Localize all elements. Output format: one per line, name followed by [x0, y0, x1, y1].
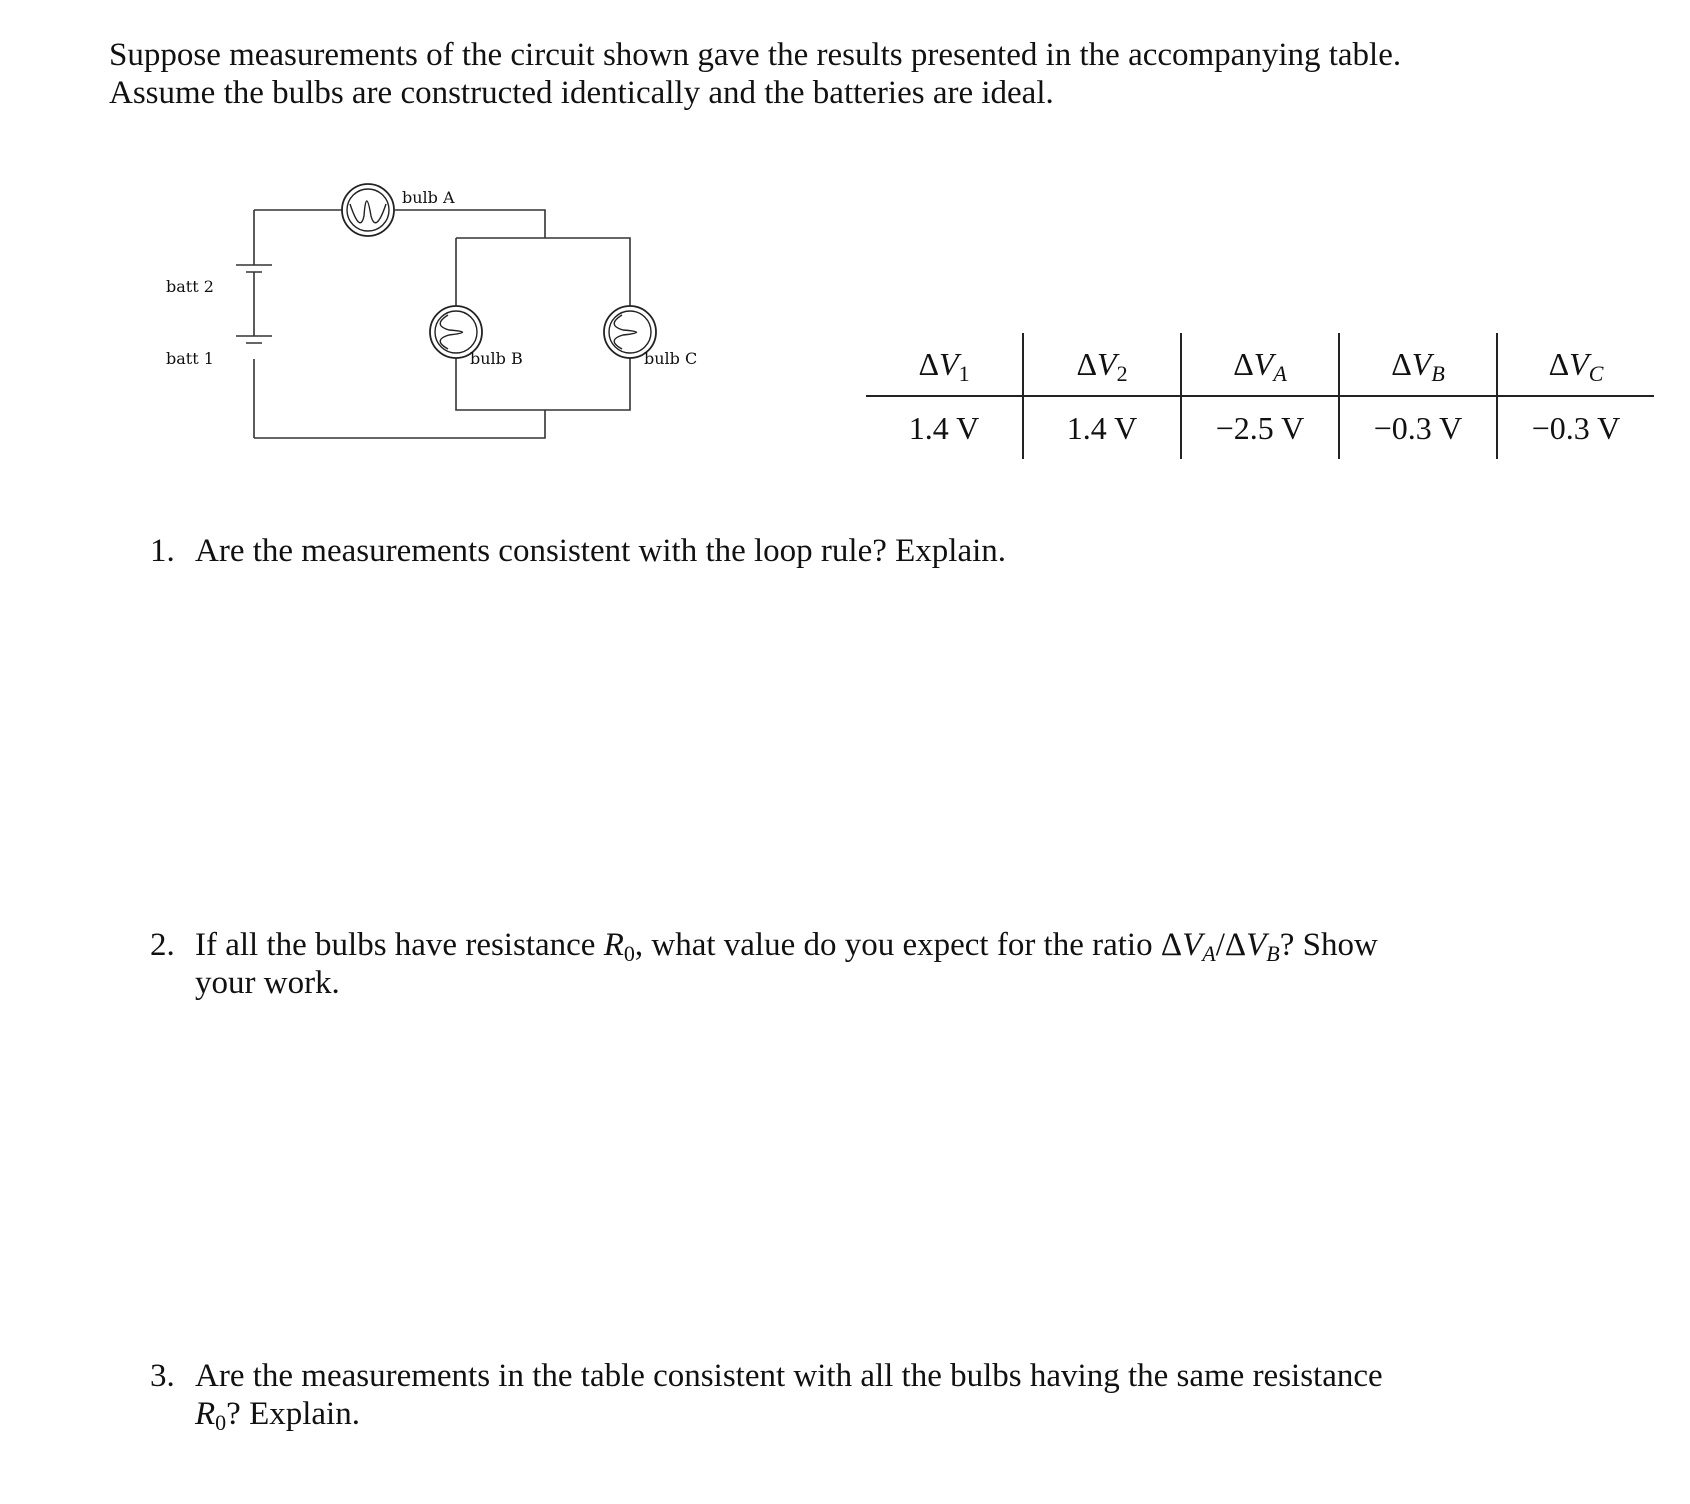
header-dva: $\Delta V_A$: [1181, 333, 1339, 396]
value-dvc: −0.3 V: [1497, 396, 1654, 459]
bottom-wire: [254, 410, 545, 438]
circuit-diagram: [150, 170, 710, 450]
parallel-loop: [456, 238, 630, 410]
batt-2-label: batt 2: [166, 277, 214, 296]
question-2: [150, 926, 1570, 1002]
problem-intro: [109, 36, 1609, 112]
question-3-text: Are the measurements in the table consistent with all the bulbs having the same resistance $R_0$? Explain.: [195, 1358, 1383, 1435]
header-dv2: $\Delta V_2$: [1023, 333, 1181, 396]
question-1-text: Are the measurements consistent with the loop rule? Explain.: [195, 533, 1007, 569]
bulb-a-icon: [342, 184, 394, 236]
table-header-row: [866, 333, 1654, 396]
bulb-a-label: bulb A: [402, 188, 455, 207]
value-dvb: −0.3 V: [1339, 396, 1497, 459]
question-3: [150, 1357, 1570, 1433]
intro-line-2: Assume the bulbs are constructed identically and the batteries are ideal.: [109, 75, 1054, 111]
question-1-number: 1.: [150, 533, 175, 569]
intro-line-1: Suppose measurements of the circuit shown gave the results presented in the accompanying table.: [109, 37, 1402, 73]
bulb-b-label: bulb B: [470, 349, 523, 368]
question-1: [150, 532, 1570, 570]
batt-1-label: batt 1: [166, 349, 214, 368]
value-dva: −2.5 V: [1181, 396, 1339, 459]
value-dv1: 1.4 V: [908, 409, 980, 446]
question-2-text: If all the bulbs have resistance $R_0$, what value do you expect for the ratio $\Delta V_A/\Delta V_B$? Show your work.: [195, 927, 1378, 1001]
question-3-number: 3.: [150, 1358, 175, 1394]
header-dvb: $\Delta V_B$: [1339, 333, 1497, 396]
battery-1-symbol: [236, 336, 272, 343]
question-2-number: 2.: [150, 927, 175, 963]
battery-2-symbol: [236, 265, 272, 288]
header-dv1: $\Delta V_1$: [866, 333, 1023, 396]
bulb-c-label: bulb C: [644, 349, 698, 368]
header-dvc: $\Delta V_C$: [1497, 333, 1654, 396]
top-wire: [254, 210, 545, 238]
table-value-row: [866, 396, 1654, 459]
value-dv2: 1.4 V: [1023, 396, 1181, 459]
measurement-table: [866, 333, 1654, 459]
